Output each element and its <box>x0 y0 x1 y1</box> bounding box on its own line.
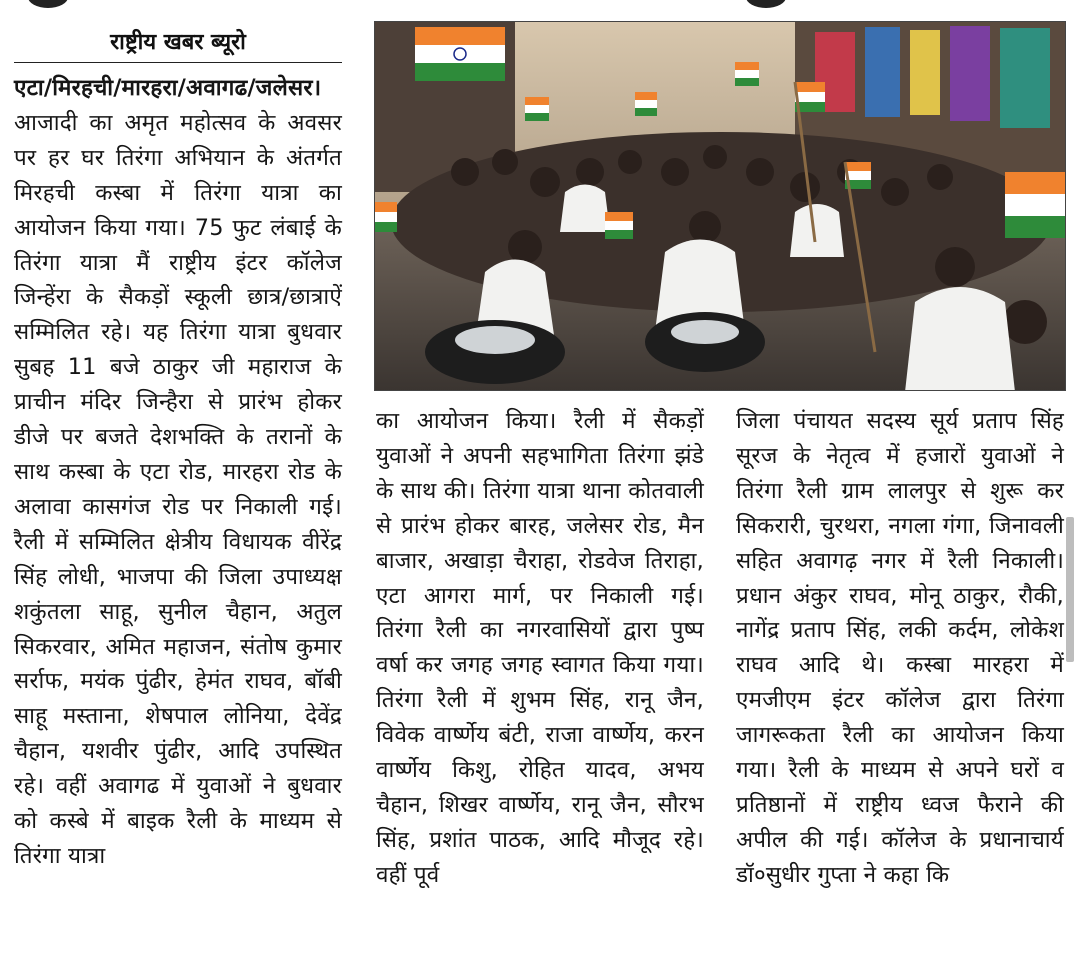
column3-body: जिला पंचायत सदस्य सूर्य प्रताप सिंह सूरज के नेतृत्व में हजारों युवाओं ने तिरंगा रैली ग्राम लालपुर से शुरू कर सिकरारी, चुरथरा, नगला गंगा, जिनावली सहित अवागढ़ नगर में रैली निकाली। प्रधान अंकुर राघव, मोनू ठाकुर, रौकी, नागेंद्र प्रताप सिंह, लकी कर्दम, लोकेश राघव आदि थे। कस्बा मारहरा में एमजीएम इंटर कॉलेज द्वारा तिरंगा जागरूकता रैली का आयोजन किया गया। रैली के माध्यम से अपने घरों व प्रतिष्ठानों में राष्ट्रीय ध्वज फैराने की अपील की गई। कॉलेज के प्रधानाचार्य डॉ०सुधीर गुप्ता ने कहा कि <box>736 408 1064 888</box>
column2-body: का आयोजन किया। रैली में सैकड़ों युवाओं ने अपनी सहभागिता तिरंगा झंडे के साथ की। तिरंगा यात्रा थाना कोतवाली से प्रारंभ होकर बारह, जलेसर रोड, मैन बाजार, अखाड़ा चैराहा, रोडवेज तिराहा, एटा आगरा मार्ग, पर निकाली गई। तिरंगा रैली का नगरवासियों द्वारा पुष्प वर्षा कर जगह जगह स्वागत किया गया। तिरंगा रैली में शुभम सिंह, रानू जैन, विवेक वार्ष्णेय बंटी, राजा वार्ष्णेय, करन वार्ष्णेय किशु, रोहित यादव, अभय चैहान, शिखर वार्ष्णेय, रानू जैन, सौरभ सिंह, प्रशांत पाठक, आदि मौजूद रहे। वहीं पूर्व <box>376 408 704 888</box>
article-column-2 <box>376 404 704 893</box>
page-top-ornament <box>746 0 786 8</box>
scrollbar-thumb[interactable] <box>1066 517 1074 662</box>
page-top-ornament <box>28 0 68 8</box>
article-column-1 <box>14 26 342 874</box>
article-paragraph-1 <box>14 71 342 874</box>
photo-icon <box>375 22 1066 391</box>
column1-body: आजादी का अमृत महोत्सव के अवसर पर हर घर तिरंगा अभियान के अंतर्गत मिरहची कस्बा में तिरंगा यात्रा का आयोजन किया गया। 75 फुट लंबाई के तिरंगा यात्रा मैं राष्ट्रीय इंटर कॉलेज जिन्हेंरा के सैकड़ों स्कूली छात्र/छात्राऐं सम्मिलित रहे। यह तिरंगा यात्रा बुधवार सुबह 11 बजे ठाकुर जी महाराज के प्राचीन मंदिर जिन्हैरा से प्रारंभ होकर डीजे पर बजते देशभक्ति के तरानों के साथ कस्बा के एटा रोड, मारहरा रोड के अलावा कासगंज रोड पर निकाली गई। रैली में सम्मिलित क्षेत्रीय विधायक वीरेंद्र सिंह लोधी, भाजपा की जिला उपाध्यक्ष शकुंतला साहू, सुनील चैहान, अतुल सिकरवार, अमित महाजन, संतोष कुमार सर्राफ, मयंक पुंढीर, हेमंत राघव, बॉबी साहू मस्ताना, शेषपाल लोनिया, देवेंद्र चैहान, यशवीर पुंढीर, आदि उपस्थित रहे। वहीं अवागढ में युवाओं ने बुधवार को कस्बे में बाइक रैली के माध्यम से तिरंगा यात्रा <box>14 109 342 869</box>
byline: राष्ट्रीय खबर ब्यूरो <box>14 26 342 63</box>
article-column-3 <box>736 404 1064 893</box>
rally-photo <box>374 21 1066 391</box>
dateline: एटा/मिरहची/मारहरा/अवागढ/जलेसर। <box>14 75 322 101</box>
